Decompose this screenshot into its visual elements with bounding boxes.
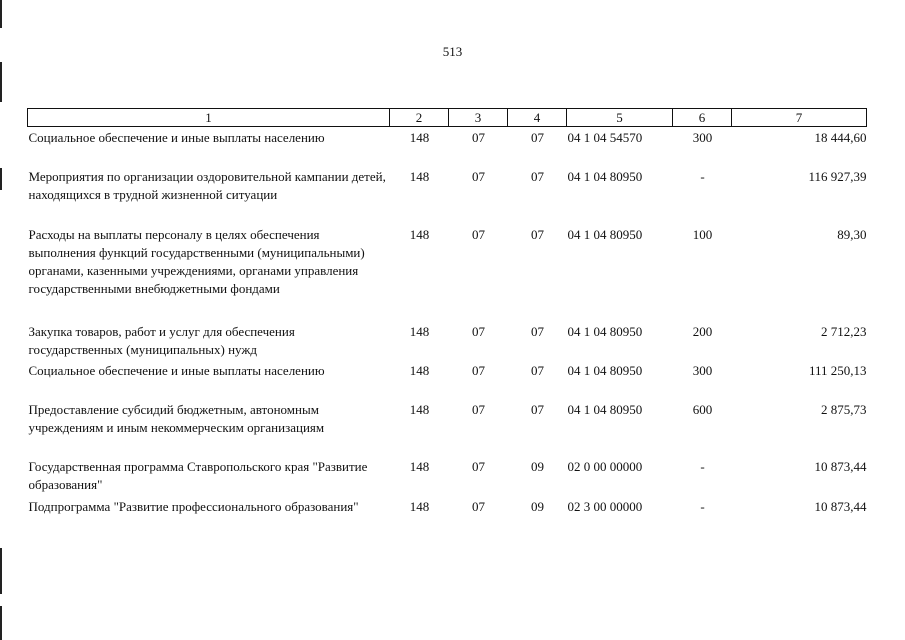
row-target-code: 04 1 04 80950 [567,168,643,184]
row-expense-type: 300 [692,362,713,378]
row-section: 07 [472,458,485,474]
row-amount: 2 712,23 [821,323,867,339]
header-cell: 1 [28,109,390,127]
row-amount: 10 873,44 [814,458,867,474]
row-expense-type: - [700,168,705,184]
header-cell: 7 [732,109,867,127]
table-row [28,323,867,362]
row-target-code: 04 1 04 80950 [567,362,643,378]
row-target-code: 04 1 04 80950 [567,323,643,339]
row-amount: 18 444,60 [814,130,867,145]
row-section: 07 [472,168,485,184]
row-name: Государственная программа Ставропольского края "Развитие образования" [28,458,368,492]
table-row [28,168,867,226]
row-name: Предоставление субсидий бюджетным, автономным учреждениям и иным некоммерческим организациям [28,401,325,435]
row-code: 148 [409,401,430,417]
scan-edge-mark [0,606,2,640]
row-name: Закупка товаров, работ и услуг для обеспечения государственных (муниципальных) нужд [28,323,295,357]
header-cell: 3 [449,109,508,127]
row-code: 148 [409,168,430,184]
header-cell: 6 [673,109,732,127]
row-subsection: 09 [531,458,544,474]
table-row [28,498,867,538]
row-amount: 2 875,73 [821,401,867,417]
budget-table [27,108,867,538]
row-target-code: 04 1 04 80950 [567,226,643,242]
row-target-code: 02 0 00 00000 [567,458,643,474]
row-amount: 116 927,39 [808,168,867,184]
table-row [28,226,867,323]
row-subsection: 07 [531,168,544,184]
header-cell: 4 [508,109,567,127]
row-name: Подпрограмма "Развитие профессионального образования" [28,498,359,514]
row-subsection: 07 [531,323,544,339]
row-code: 148 [409,458,430,474]
row-subsection: 07 [531,226,544,242]
header-cell: 5 [567,109,673,127]
row-name: Социальное обеспечение и иные выплаты населению [28,362,325,378]
row-code: 148 [409,226,430,242]
row-subsection: 09 [531,498,544,514]
row-code: 148 [409,498,430,514]
row-subsection: 07 [531,130,544,145]
row-section: 07 [472,401,485,417]
row-amount: 89,30 [837,226,867,242]
row-amount: 10 873,44 [814,498,867,514]
page-number: 513 [442,44,463,59]
header-row [28,109,867,127]
row-expense-type: 600 [692,401,713,417]
row-section: 07 [472,498,485,514]
row-section: 07 [472,130,485,145]
row-target-code: 04 1 04 54570 [567,130,643,145]
scan-edge-mark [0,0,2,28]
row-code: 148 [409,323,430,339]
row-name: Мероприятия по организации оздоровительной кампании детей, находящихся в трудной жизненной ситуации [28,168,386,202]
row-expense-type: 200 [692,323,713,339]
row-target-code: 04 1 04 80950 [567,401,643,417]
row-name: Социальное обеспечение и иные выплаты населению [28,130,325,145]
scan-edge-mark [0,62,2,102]
row-section: 07 [472,323,485,339]
row-code: 148 [409,130,430,145]
table-row [28,458,867,498]
scan-edge-mark [0,548,2,594]
row-name: Расходы на выплаты персоналу в целях обеспечения выполнения функций государственными (муниципальными) органами, казенными учреждениями, органами управления государственными внебюджетными фондами [28,226,365,296]
table-row [28,401,867,458]
row-expense-type: - [700,458,705,474]
scan-edge-mark [0,168,2,190]
row-expense-type: 100 [692,226,713,242]
row-subsection: 07 [531,401,544,417]
row-expense-type: - [700,498,705,514]
row-amount: 111 250,13 [808,362,867,378]
table-row [28,127,867,168]
row-code: 148 [409,362,430,378]
header-cell: 2 [390,109,449,127]
row-expense-type: 300 [692,130,713,145]
row-target-code: 02 3 00 00000 [567,498,643,514]
row-subsection: 07 [531,362,544,378]
table-row [28,362,867,401]
row-section: 07 [472,362,485,378]
row-section: 07 [472,226,485,242]
